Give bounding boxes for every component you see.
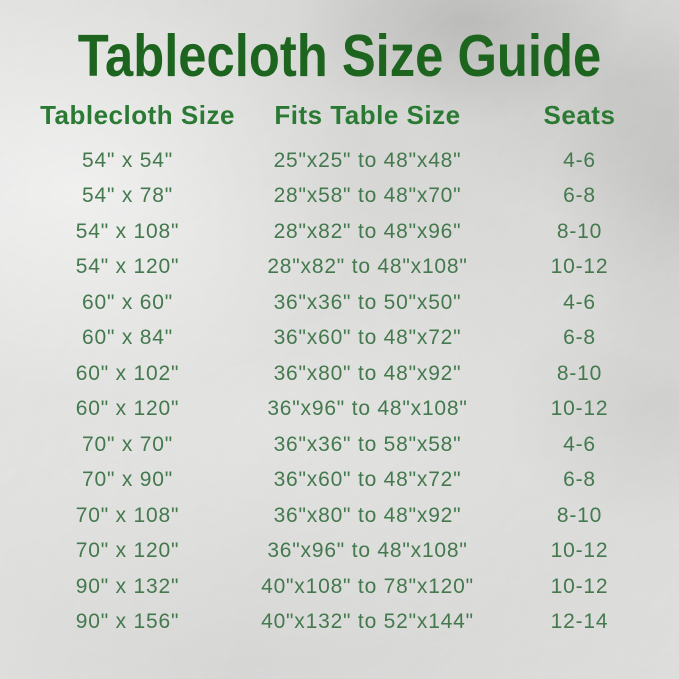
tablecloth-size-cell: 54" x 120" xyxy=(75,255,180,279)
tablecloth-size-cell: 70" x 120" xyxy=(75,539,180,563)
table-row xyxy=(0,392,679,428)
table-row xyxy=(0,321,679,357)
tablecloth-size-cell: 70" x 90" xyxy=(82,468,173,492)
table-row xyxy=(0,250,679,286)
column-header-tablecloth-size: Tablecloth Size xyxy=(40,100,235,130)
tablecloth-size-cell: 60" x 60" xyxy=(82,290,173,314)
fits-table-size-cell: 40"x108" to 78"x120" xyxy=(261,574,474,598)
tablecloth-size-cell: 90" x 156" xyxy=(75,610,180,634)
tablecloth-size-cell: 60" x 120" xyxy=(75,397,180,421)
column-header-fits-table-size: Fits Table Size xyxy=(274,100,461,130)
table-row xyxy=(0,534,679,570)
fits-table-size-cell: 25"x25" to 48"x48" xyxy=(273,148,462,172)
tablecloth-size-cell: 90" x 132" xyxy=(75,574,180,598)
seats-cell: 6-8 xyxy=(563,184,596,208)
tablecloth-size-cell: 60" x 84" xyxy=(82,326,173,350)
table-row xyxy=(0,498,679,534)
table-row xyxy=(0,179,679,215)
table-row xyxy=(0,463,679,499)
seats-cell: 10-12 xyxy=(550,397,609,421)
table-row xyxy=(0,427,679,463)
fits-table-size-cell: 36"x96" to 48"x108" xyxy=(267,397,468,421)
fits-table-size-cell: 36"x36" to 50"x50" xyxy=(273,290,462,314)
fits-table-size-cell: 36"x60" to 48"x72" xyxy=(273,468,462,492)
table-header-row xyxy=(0,100,679,131)
tablecloth-size-cell: 70" x 108" xyxy=(75,503,180,527)
seats-cell: 10-12 xyxy=(550,255,609,279)
table-row xyxy=(0,356,679,392)
column-header-seats: Seats xyxy=(543,100,616,130)
table-row xyxy=(0,143,679,179)
seats-cell: 4-6 xyxy=(563,290,596,314)
table-row xyxy=(0,605,679,641)
seats-cell: 4-6 xyxy=(563,148,596,172)
table-row xyxy=(0,214,679,250)
seats-cell: 8-10 xyxy=(556,219,603,243)
fits-table-size-cell: 28"x82" to 48"x108" xyxy=(267,255,468,279)
seats-cell: 4-6 xyxy=(563,432,596,456)
fits-table-size-cell: 36"x96" to 48"x108" xyxy=(267,539,468,563)
seats-cell: 8-10 xyxy=(556,361,603,385)
tablecloth-size-cell: 54" x 54" xyxy=(82,148,173,172)
page-title: Tablecloth Size Guide xyxy=(77,23,602,89)
fits-table-size-cell: 36"x36" to 58"x58" xyxy=(273,432,462,456)
fits-table-size-cell: 28"x58" to 48"x70" xyxy=(273,184,462,208)
table-row xyxy=(0,569,679,605)
tablecloth-size-cell: 54" x 78" xyxy=(82,184,173,208)
seats-cell: 12-14 xyxy=(550,610,609,634)
seats-cell: 6-8 xyxy=(563,468,596,492)
tablecloth-size-cell: 54" x 108" xyxy=(75,219,180,243)
fits-table-size-cell: 36"x60" to 48"x72" xyxy=(273,326,462,350)
seats-cell: 10-12 xyxy=(550,539,609,563)
fits-table-size-cell: 36"x80" to 48"x92" xyxy=(273,361,462,385)
fits-table-size-cell: 36"x80" to 48"x92" xyxy=(273,503,462,527)
fits-table-size-cell: 40"x132" to 52"x144" xyxy=(261,610,474,634)
seats-cell: 8-10 xyxy=(556,503,603,527)
fits-table-size-cell: 28"x82" to 48"x96" xyxy=(273,219,462,243)
size-guide-table-body xyxy=(0,143,679,640)
tablecloth-size-cell: 60" x 102" xyxy=(75,361,180,385)
seats-cell: 10-12 xyxy=(550,574,609,598)
seats-cell: 6-8 xyxy=(563,326,596,350)
table-row xyxy=(0,285,679,321)
tablecloth-size-cell: 70" x 70" xyxy=(82,432,173,456)
